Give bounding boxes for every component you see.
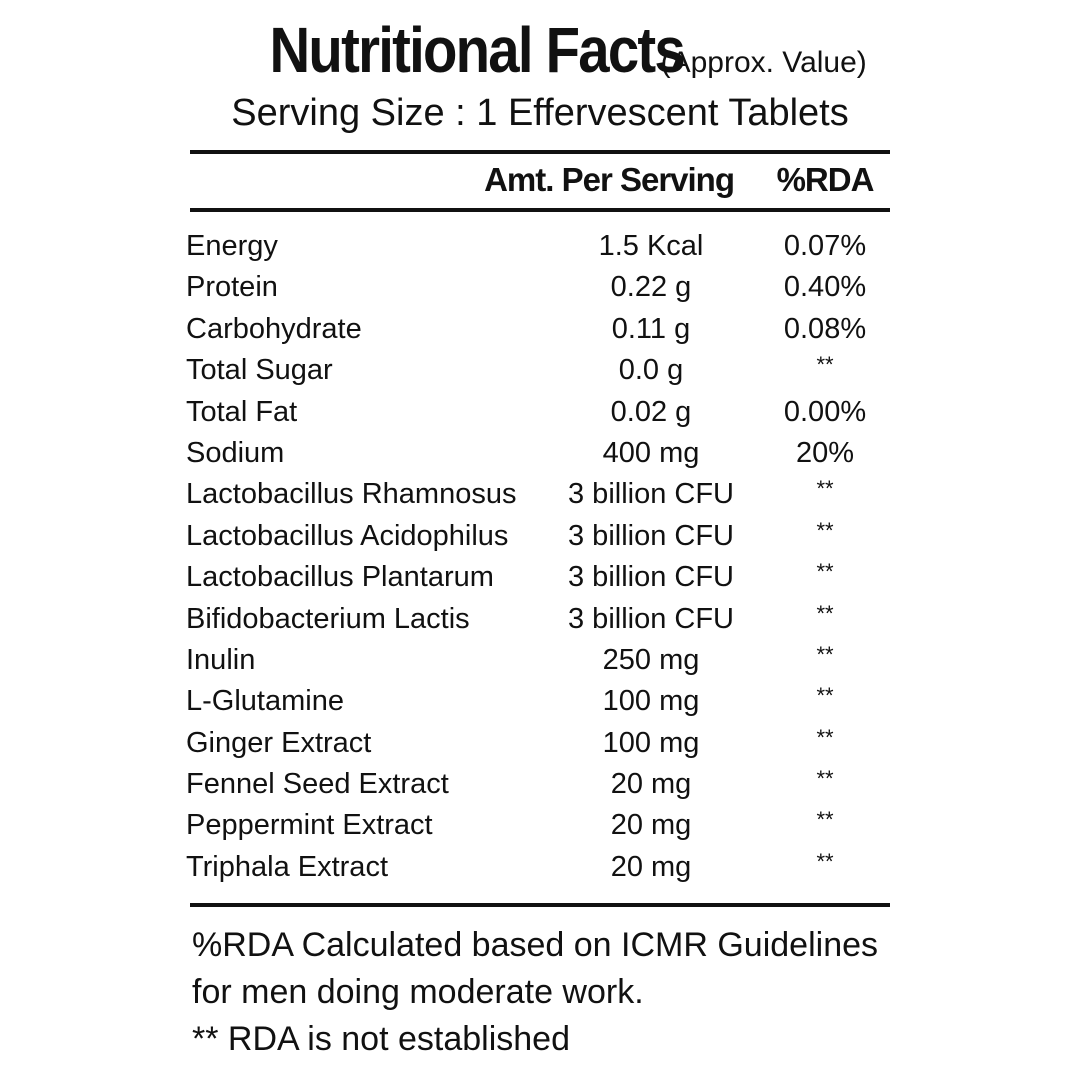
rda-value: 20%: [795, 436, 855, 469]
rda-value: **: [816, 517, 834, 543]
rda-value: 0.07%: [783, 230, 867, 262]
rda-value: **: [816, 600, 834, 626]
nutrient-name: Bifidobacterium Lactis: [186, 602, 470, 635]
amount-per-serving: 1.5 Kcal: [598, 230, 704, 262]
amount-per-serving: 100 mg: [602, 726, 700, 759]
rda-value: **: [816, 807, 834, 833]
table-row: [186, 226, 886, 267]
footnote-line-1: %RDA Calculated based on ICMR Guidelines: [192, 926, 879, 964]
table-row: [186, 599, 886, 640]
rda-value: 0.40%: [783, 271, 867, 304]
nutrient-name: Protein: [186, 271, 278, 304]
nutrient-name: Triphala Extract: [186, 850, 388, 883]
nutrient-name: Energy: [186, 230, 278, 262]
footnote-line-2: for men doing moderate work.: [192, 973, 644, 1011]
rda-value: **: [816, 559, 834, 585]
nutrient-name: Fennel Seed Extract: [186, 768, 449, 801]
table-row: [186, 267, 886, 308]
amount-per-serving: 20 mg: [610, 850, 692, 883]
amount-per-serving: 3 billion CFU: [568, 478, 734, 511]
nutrient-name: Carbohydrate: [186, 312, 362, 345]
nutrient-name: Total Sugar: [186, 354, 333, 387]
rda-value: **: [816, 683, 834, 709]
nutrient-name: Peppermint Extract: [186, 809, 433, 842]
amount-per-serving: 100 mg: [602, 685, 700, 718]
amount-per-serving: 3 billion CFU: [568, 602, 734, 635]
amount-per-serving: 0.0 g: [618, 354, 684, 387]
rda-value: **: [816, 724, 834, 750]
nutrient-name: Ginger Extract: [186, 726, 372, 759]
table-row: [186, 392, 886, 433]
bottom-rule: [190, 903, 890, 907]
amount-per-serving: 20 mg: [610, 809, 692, 842]
column-header-amount: Amt. Per Serving: [484, 161, 734, 198]
header-rule: [190, 208, 890, 212]
table-row: [186, 557, 886, 598]
rda-value: 0.08%: [783, 312, 867, 345]
amount-per-serving: 0.11 g: [611, 312, 691, 345]
footnote-line-3: ** RDA is not established: [192, 1020, 570, 1058]
table-row: [186, 474, 886, 515]
amount-per-serving: 3 billion CFU: [568, 561, 734, 594]
rda-value: **: [816, 848, 834, 874]
amount-per-serving: 20 mg: [610, 768, 692, 801]
rda-value: **: [816, 766, 834, 792]
rda-value: **: [816, 476, 834, 502]
table-row: [186, 847, 886, 888]
table-row: [186, 805, 886, 846]
nutrient-name: Total Fat: [186, 395, 298, 428]
nutrient-name: Inulin: [186, 643, 256, 676]
title-note: (Approx. Value): [660, 46, 867, 79]
top-rule: [190, 150, 890, 154]
table-row: [186, 350, 886, 391]
nutrient-name: L-Glutamine: [186, 685, 344, 718]
footnote: [192, 922, 912, 1063]
amount-per-serving: 0.02 g: [610, 395, 692, 428]
rda-value: 0.00%: [783, 395, 867, 428]
nutrient-name: Lactobacillus Plantarum: [186, 561, 494, 594]
nutrient-name: Lactobacillus Rhamnosus: [186, 478, 517, 511]
table-row: [186, 309, 886, 350]
serving-size: Serving Size : 1 Effervescent Tablets: [231, 92, 849, 134]
table-row: [186, 516, 886, 557]
amount-per-serving: 400 mg: [602, 436, 700, 469]
amount-per-serving: 3 billion CFU: [568, 519, 734, 552]
nutrient-name: Sodium: [186, 436, 285, 469]
amount-per-serving: 0.22 g: [610, 271, 692, 304]
table-row: [186, 640, 886, 681]
amount-per-serving: 250 mg: [602, 643, 700, 676]
nutrient-name: Lactobacillus Acidophilus: [186, 519, 509, 552]
column-header-rda: %RDA: [776, 161, 874, 198]
rda-value: **: [816, 352, 834, 378]
rda-value: **: [816, 641, 834, 667]
title-block: [0, 14, 1080, 86]
table-row: [186, 433, 886, 474]
table-row: [186, 681, 886, 722]
table-row: [186, 723, 886, 764]
nutrition-table: [186, 226, 886, 888]
page-title: Nutritional Facts: [269, 14, 685, 86]
table-row: [186, 764, 886, 805]
